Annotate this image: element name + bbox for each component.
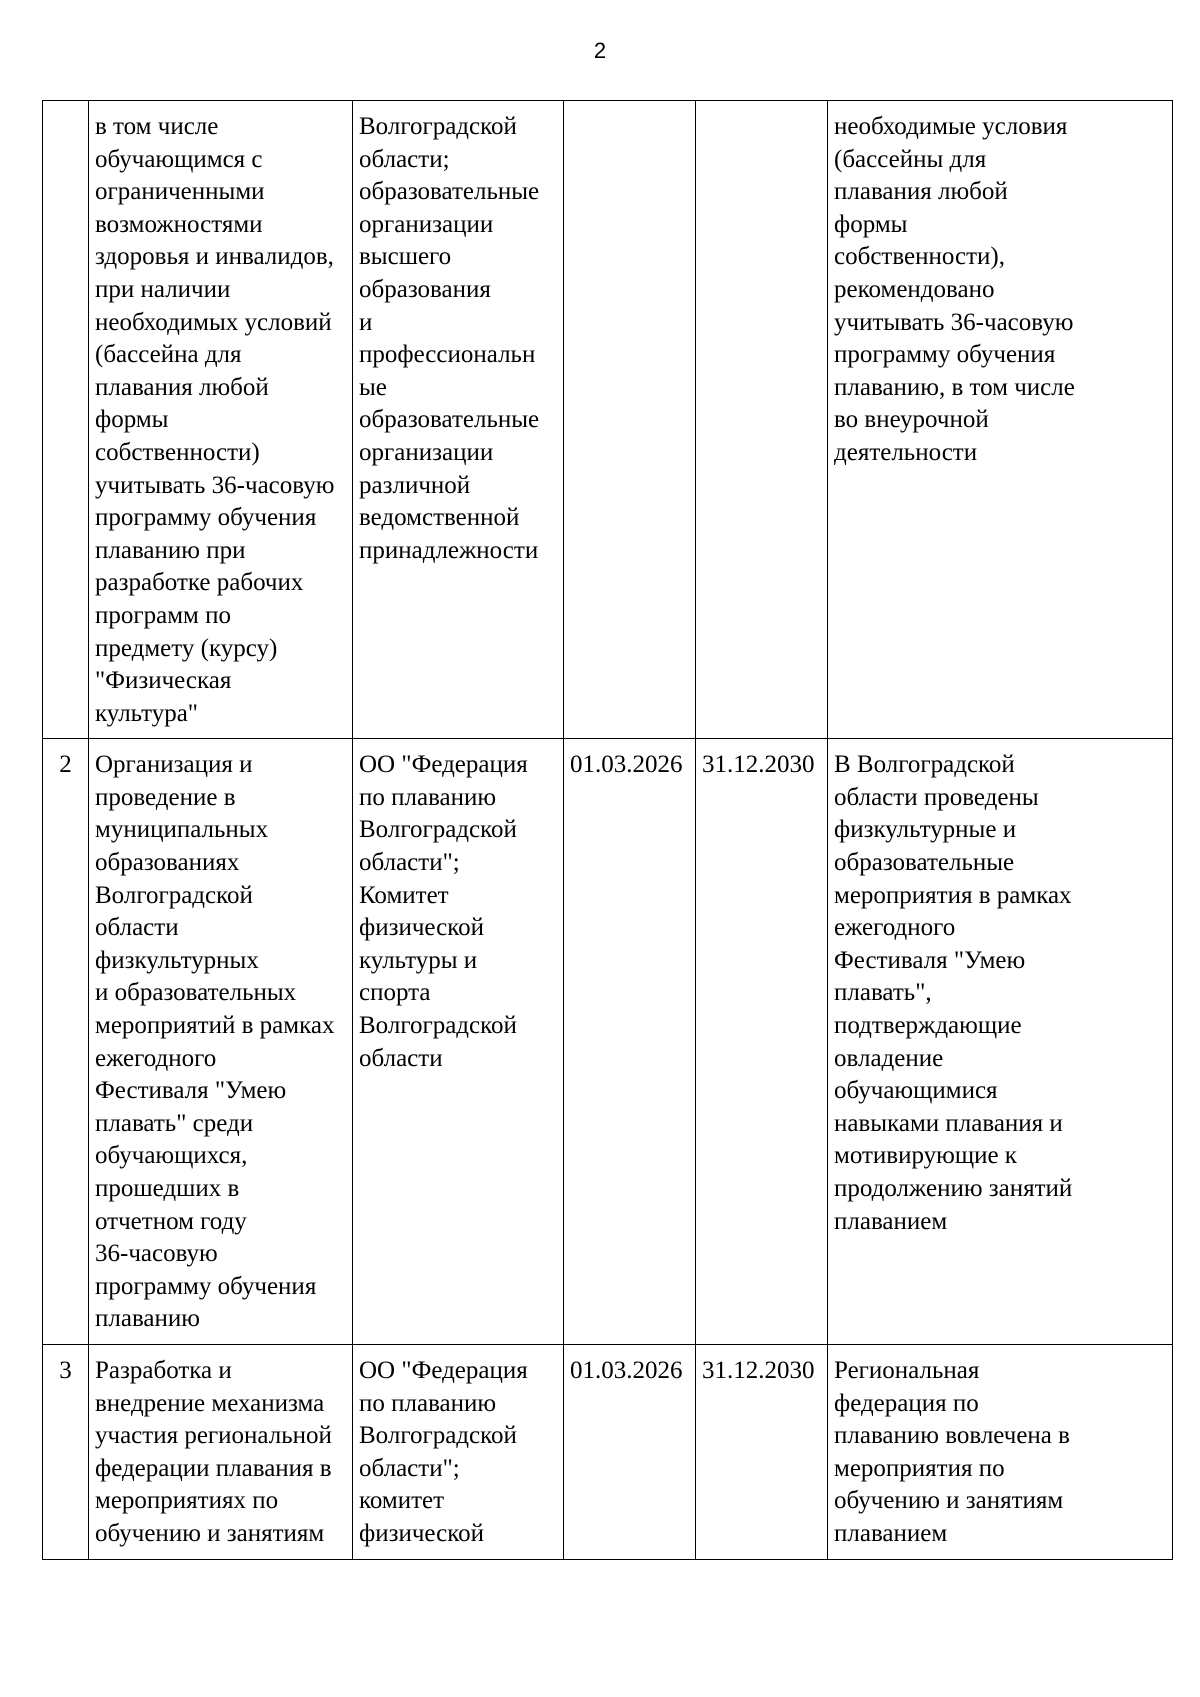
start-date-cell bbox=[564, 739, 696, 1345]
table-row bbox=[43, 739, 1173, 1345]
activity-text: Организация и проведение в муниципальных образованиях Волгоградской области физкультурных и образовательных мероприятий в рамках ежегодного Фестиваля "Умею плавать" среди обучающихся, прошедших в отчетном году 36-часовую программу обучения плаванию bbox=[95, 751, 335, 1333]
result-cell bbox=[828, 101, 1173, 739]
row-number-cell bbox=[43, 739, 89, 1345]
end-date-cell bbox=[696, 1344, 828, 1559]
end-date-cell bbox=[696, 739, 828, 1345]
result-text: необходимые условия (бассейны для плавания любой формы собственности), рекомендовано учитывать 36-часовую программу обучения плаванию, в том числе во внеурочной деятельности bbox=[834, 113, 1075, 466]
executor-text: ОО "Федерация по плаванию Волгоградской области"; комитет физической bbox=[359, 1356, 528, 1547]
executor-text: Волгоградской области; образовательные организации высшего образования и профессиональн ые образовательные организации различной ведомственной принадлежности bbox=[359, 113, 540, 564]
table-row bbox=[43, 1344, 1173, 1559]
row-number-cell bbox=[43, 1344, 89, 1559]
end-date: 31.12.2030 bbox=[702, 751, 815, 779]
start-date-cell bbox=[564, 1344, 696, 1559]
start-date-cell bbox=[564, 101, 696, 739]
activity-cell bbox=[89, 1344, 353, 1559]
activity-cell bbox=[89, 739, 353, 1345]
row-number-cell bbox=[43, 101, 89, 739]
result-cell bbox=[828, 739, 1173, 1345]
result-text: В Волгоградской области проведены физкультурные и образовательные мероприятия в рамках ежегодного Фестиваля "Умею плавать", подтверждающие овладение обучающимися навыками плавания и мотивирующие к продолжению занятий плаванием bbox=[834, 751, 1073, 1235]
page-number: 2 bbox=[593, 38, 607, 63]
row-number: 2 bbox=[59, 751, 72, 779]
activity-text: в том числе обучающимся с ограниченными возможностями здоровья и инвалидов, при наличии необходимых условий (бассейна для плавания любой формы собственности) учитывать 36-часовую программу обучения плаванию при разработке рабочих программ по предмету (курсу) "Физическая культура" bbox=[95, 113, 335, 727]
start-date: 01.03.2026 bbox=[570, 1356, 683, 1384]
result-text: Региональная федерация по плаванию вовлечена в мероприятия по обучению и занятиям плаванием bbox=[834, 1356, 1070, 1547]
executor-cell bbox=[353, 101, 564, 739]
end-date: 31.12.2030 bbox=[702, 1356, 815, 1384]
activity-text: Разработка и внедрение механизма участия региональной федерации плавания в мероприятиях по обучению и занятиям bbox=[95, 1356, 332, 1547]
plan-table bbox=[42, 100, 1173, 1560]
start-date: 01.03.2026 bbox=[570, 751, 683, 779]
end-date-cell bbox=[696, 101, 828, 739]
executor-cell bbox=[353, 739, 564, 1345]
activity-cell bbox=[89, 101, 353, 739]
executor-cell bbox=[353, 1344, 564, 1559]
result-cell bbox=[828, 1344, 1173, 1559]
table-row bbox=[43, 101, 1173, 739]
executor-text: ОО "Федерация по плаванию Волгоградской области"; Комитет физической культуры и спорта Волгоградской области bbox=[359, 751, 528, 1072]
row-number: 3 bbox=[59, 1356, 72, 1384]
